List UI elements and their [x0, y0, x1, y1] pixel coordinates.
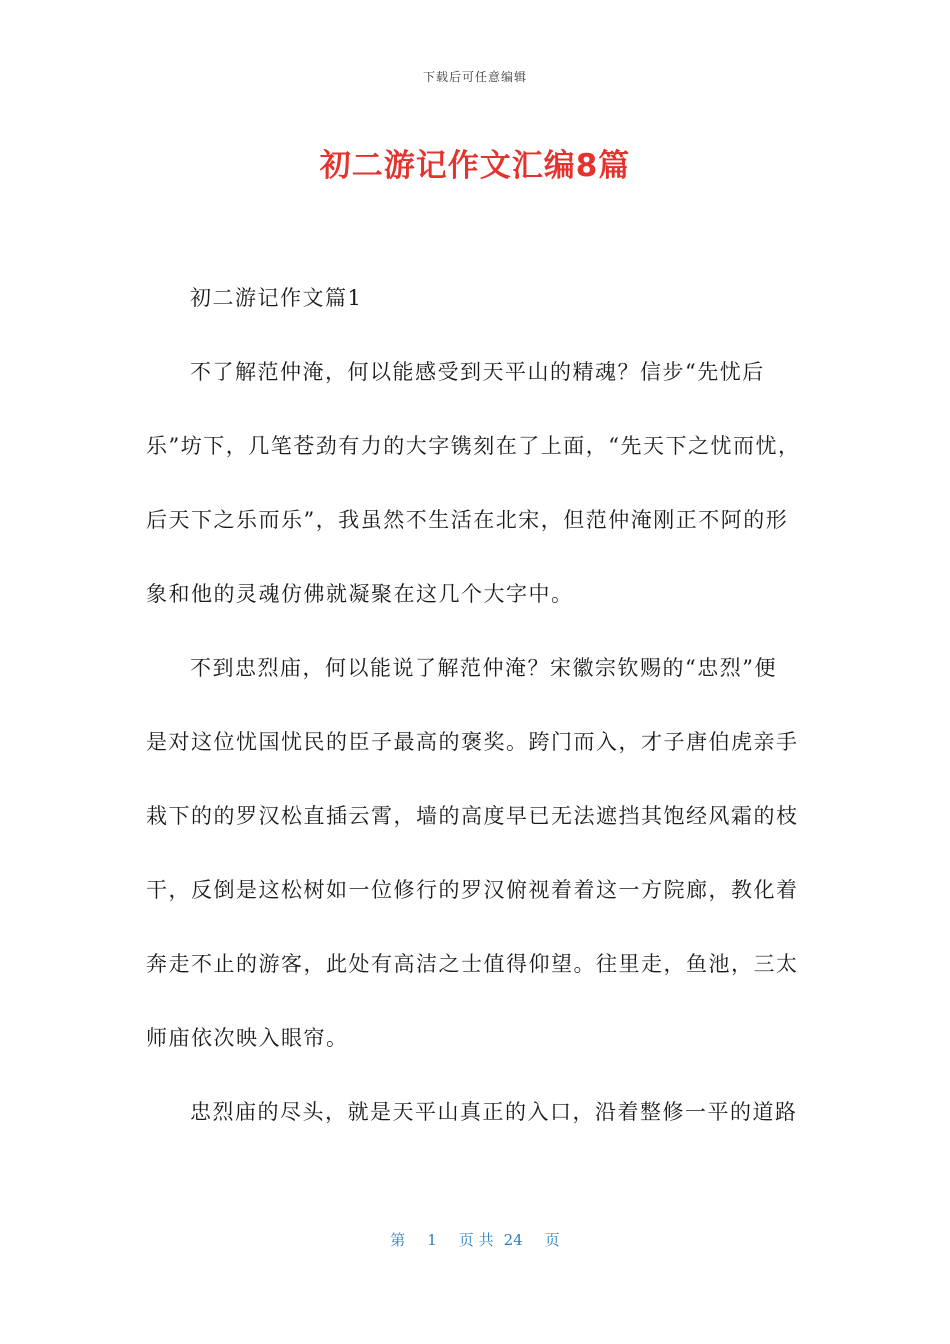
- paragraph-2-line-2: 是对这位忧国忧民的臣子最高的褒奖。跨门而入，才子唐伯虎亲手: [146, 730, 799, 754]
- footer-label-ye: 页: [544, 1231, 560, 1249]
- section-heading: 初二游记作文篇1: [190, 286, 363, 310]
- document-title: 初二游记作文汇编8篇: [319, 148, 631, 184]
- footer-page-current: 1: [427, 1231, 437, 1249]
- paragraph-1-line-1: 不了解范仲淹，何以能感受到天平山的精魂？信步“先忧后: [190, 360, 765, 384]
- footer-page-total: 24: [503, 1231, 523, 1249]
- header-note: 下载后可任意编辑: [422, 70, 527, 84]
- paragraph-1-line-2: 乐”坊下，几笔苍劲有力的大字镌刻在了上面，“先天下之忧而忧，: [146, 434, 801, 458]
- paragraph-2-line-1: 不到忠烈庙，何以能说了解范仲淹？宋徽宗钦赐的“忠烈”便: [190, 656, 777, 680]
- footer-label-ye-gong: 页 共: [458, 1231, 494, 1249]
- paragraph-2-line-6: 师庙依次映入眼帘。: [146, 1026, 349, 1050]
- footer-label-di: 第: [390, 1231, 406, 1249]
- paragraph-2-line-5: 奔走不止的游客，此处有高洁之士值得仰望。往里走，鱼池，三太: [146, 952, 799, 976]
- paragraph-1-line-3: 后天下之乐而乐”，我虽然不生活在北宋，但范仲淹刚正不阿的形: [146, 508, 789, 532]
- paragraph-3-line-1: 忠烈庙的尽头，就是天平山真正的入口，沿着整修一平的道路: [190, 1100, 798, 1124]
- page-footer: [0, 1229, 950, 1250]
- paragraph-2-line-4: 干，反倒是这松树如一位修行的罗汉俯视着着这一方院廊，教化着: [146, 878, 799, 902]
- paragraph-2-line-3: 栽下的的罗汉松直插云霄，墙的高度早已无法遮挡其饱经风霜的枝: [146, 804, 799, 828]
- paragraph-1-line-4: 象和他的灵魂仿佛就凝聚在这几个大字中。: [146, 582, 574, 606]
